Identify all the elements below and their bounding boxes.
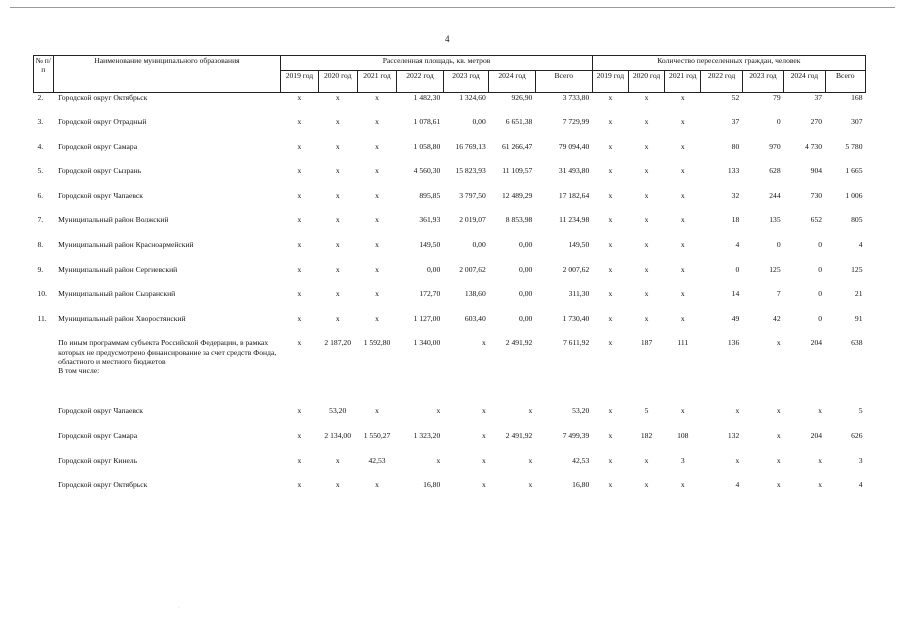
area-cell: x xyxy=(297,190,302,200)
area-cell: 1 340,00 xyxy=(413,338,441,348)
row-name: Городской округ Октябрьск xyxy=(58,480,148,490)
table-row xyxy=(34,456,866,481)
people-cell: x xyxy=(680,264,685,274)
header-area-year: 2020 год xyxy=(318,71,357,93)
people-cell: x xyxy=(644,313,649,323)
area-cell: 8 853,98 xyxy=(505,215,533,225)
area-cell: 926,90 xyxy=(511,93,533,102)
area-cell: x xyxy=(297,141,302,151)
people-cell: x xyxy=(608,166,613,176)
area-cell: 0,00 xyxy=(472,117,486,127)
people-cell: 111 xyxy=(677,338,689,348)
area-cell: x xyxy=(375,240,379,250)
people-cell: x xyxy=(680,190,685,200)
header-num: № п/п xyxy=(34,56,54,93)
people-cell: x xyxy=(608,264,613,274)
area-cell: x xyxy=(297,431,302,441)
people-cell: x xyxy=(608,313,613,323)
people-cell: x xyxy=(680,406,685,416)
people-cell: x xyxy=(644,190,649,200)
area-cell: 15 823,93 xyxy=(455,166,486,176)
header-area-year: 2022 год xyxy=(397,71,444,93)
people-cell: x xyxy=(680,240,685,250)
area-cell: x xyxy=(335,141,340,151)
table-row xyxy=(34,265,866,290)
people-cell: 182 xyxy=(640,431,653,441)
table-row xyxy=(34,431,866,456)
people-cell: x xyxy=(776,431,781,441)
people-cell: 204 xyxy=(810,431,823,441)
area-cell: 1 078,61 xyxy=(413,117,441,127)
header-area-year: 2021 год xyxy=(357,71,396,93)
people-cell: x xyxy=(608,406,613,416)
area-cell: x xyxy=(375,93,379,102)
people-cell: x xyxy=(680,289,685,299)
area-cell: 7 499,39 xyxy=(562,431,590,441)
area-cell: 31 493,80 xyxy=(558,166,590,176)
row-number: 11. xyxy=(37,313,47,323)
area-cell: 1 058,80 xyxy=(413,141,441,151)
row-name: Городской округ Чапаевск xyxy=(58,190,143,200)
area-cell: 79 094,40 xyxy=(558,141,590,151)
row-name: Муниципальный район Сергиевский xyxy=(58,264,178,274)
row-name: Городской округ Отрадный xyxy=(58,117,147,127)
table-row xyxy=(34,338,866,406)
area-cell: x xyxy=(297,480,302,490)
people-cell: 307 xyxy=(851,117,863,127)
people-cell: 0 xyxy=(776,117,781,127)
row-number: 5. xyxy=(37,166,44,176)
header-area-year: 2023 год xyxy=(443,71,489,93)
area-cell: 895,85 xyxy=(419,190,441,200)
row-name: Городской округ Самара xyxy=(58,141,138,151)
area-cell: x xyxy=(375,141,379,151)
area-cell: 149,50 xyxy=(419,240,441,250)
people-cell: x xyxy=(680,215,685,225)
table-row xyxy=(34,289,866,314)
people-cell: x xyxy=(644,141,649,151)
people-cell: 0 xyxy=(818,289,823,299)
area-cell: 7 611,92 xyxy=(562,338,590,348)
table-row xyxy=(34,240,866,265)
people-cell: x xyxy=(680,480,685,490)
area-cell: 138,60 xyxy=(464,289,486,299)
header-area-year: 2019 год xyxy=(281,71,318,93)
people-cell: 80 xyxy=(731,141,740,151)
table-row xyxy=(34,166,866,191)
people-cell: 4 730 xyxy=(804,141,823,151)
people-cell: x xyxy=(680,141,685,151)
area-cell: 7 729,99 xyxy=(562,117,590,127)
area-cell: 12 489,29 xyxy=(501,190,533,200)
people-cell: 52 xyxy=(731,93,740,102)
area-cell: x xyxy=(335,264,340,274)
table-row xyxy=(34,480,866,505)
area-cell: x xyxy=(436,406,441,416)
people-cell: 244 xyxy=(769,190,781,200)
area-cell: 61 266,47 xyxy=(501,141,533,151)
people-cell: 4 xyxy=(735,240,740,250)
people-cell: x xyxy=(680,117,685,127)
row-name: Муниципальный район Хворостянский xyxy=(58,313,186,323)
area-cell: 16,80 xyxy=(572,480,590,490)
people-cell: x xyxy=(818,480,823,490)
people-cell: 0 xyxy=(776,240,781,250)
row-number: 4. xyxy=(37,141,44,151)
people-cell: 21 xyxy=(854,289,863,299)
people-cell: 125 xyxy=(851,264,863,274)
area-cell: 16 769,13 xyxy=(455,141,486,151)
area-cell: x xyxy=(481,455,486,465)
area-cell: 1 323,20 xyxy=(413,431,441,441)
table-row xyxy=(34,142,866,167)
people-cell: 4 xyxy=(858,480,863,490)
header-people-year: 2019 год xyxy=(592,71,628,93)
area-cell: x xyxy=(297,240,302,250)
people-cell: x xyxy=(644,480,649,490)
people-cell: 5 xyxy=(858,406,863,416)
area-cell: x xyxy=(297,215,302,225)
people-cell: 4 xyxy=(735,480,740,490)
row-number: 8. xyxy=(37,240,44,250)
people-cell: 638 xyxy=(851,338,863,348)
area-cell: x xyxy=(297,289,302,299)
area-cell: 3 797,50 xyxy=(459,190,486,200)
people-cell: x xyxy=(608,240,613,250)
area-cell: 0,00 xyxy=(519,289,533,299)
people-cell: 626 xyxy=(851,431,863,441)
people-cell: 187 xyxy=(640,338,653,348)
header-people-year: 2022 год xyxy=(701,71,742,93)
area-cell: 2 491,92 xyxy=(505,338,533,348)
people-cell: 3 xyxy=(680,455,685,465)
people-cell: 0 xyxy=(818,313,823,323)
people-cell: 132 xyxy=(727,431,740,441)
area-cell: 1 592,80 xyxy=(363,338,391,348)
people-cell: x xyxy=(608,93,613,102)
header-area-total: Всего xyxy=(535,71,592,93)
people-cell: x xyxy=(776,480,781,490)
people-cell: x xyxy=(735,406,740,416)
people-cell: x xyxy=(735,455,740,465)
area-cell: x xyxy=(375,480,379,490)
area-cell: x xyxy=(297,313,302,323)
row-name: Муниципальный район Сызранский xyxy=(58,289,176,299)
people-cell: 32 xyxy=(731,190,740,200)
people-cell: 970 xyxy=(769,141,781,151)
people-cell: 7 xyxy=(776,289,781,299)
people-cell: 133 xyxy=(727,166,740,176)
row-number xyxy=(34,480,54,505)
area-cell: x xyxy=(297,455,302,465)
header-people-year: 2024 год xyxy=(784,71,825,93)
resettlement-table xyxy=(33,55,866,505)
people-cell: x xyxy=(608,338,613,348)
people-cell: x xyxy=(608,480,613,490)
people-cell: x xyxy=(608,190,613,200)
area-cell: x xyxy=(335,190,340,200)
people-cell: 0 xyxy=(735,264,740,274)
area-cell: 0,00 xyxy=(519,264,533,274)
people-cell: x xyxy=(608,141,613,151)
area-cell: 2 007,62 xyxy=(459,264,486,274)
scan-mark: · xyxy=(178,605,180,611)
area-cell: x xyxy=(297,406,302,416)
header-people-year: 2023 год xyxy=(742,71,783,93)
area-cell: 16,80 xyxy=(423,480,441,490)
table-row xyxy=(34,191,866,216)
people-cell: 204 xyxy=(810,338,823,348)
row-number: 10. xyxy=(37,289,47,299)
people-cell: 136 xyxy=(727,338,740,348)
area-cell: x xyxy=(528,480,533,490)
header-people-year: 2021 год xyxy=(665,71,701,93)
header-area-year: 2024 год xyxy=(489,71,536,93)
area-cell: x xyxy=(436,455,441,465)
area-cell: x xyxy=(375,215,379,225)
area-cell: x xyxy=(481,480,486,490)
area-cell: x xyxy=(375,406,379,416)
row-number: 3. xyxy=(37,117,44,127)
people-cell: 730 xyxy=(810,190,823,200)
table-row xyxy=(34,406,866,431)
people-cell: x xyxy=(776,406,781,416)
people-cell: x xyxy=(680,166,685,176)
row-number: 7. xyxy=(37,215,44,225)
page-number: 4 xyxy=(445,34,450,44)
table-row xyxy=(34,314,866,339)
header-area-group: Расселенная площадь, кв. метров xyxy=(281,56,592,71)
people-cell: 5 780 xyxy=(845,141,863,151)
area-cell: 6 651,38 xyxy=(505,117,533,127)
row-number: 2. xyxy=(37,93,44,102)
row-name: Городской округ Сызрань xyxy=(58,166,142,176)
area-cell: x xyxy=(297,338,302,348)
area-cell: 53,20 xyxy=(329,406,347,416)
header-people-total: Всего xyxy=(825,71,865,93)
area-cell: x xyxy=(375,166,379,176)
people-cell: 42 xyxy=(773,313,781,323)
people-cell: 904 xyxy=(810,166,823,176)
people-cell: 1 665 xyxy=(845,166,863,176)
area-cell: 603,40 xyxy=(464,313,486,323)
area-cell: x xyxy=(335,455,340,465)
area-cell: x xyxy=(297,166,302,176)
people-cell: x xyxy=(608,455,613,465)
area-cell: x xyxy=(297,93,302,102)
people-cell: 3 xyxy=(858,455,863,465)
area-cell: x xyxy=(481,338,486,348)
area-cell: 2 134,00 xyxy=(324,431,351,441)
area-cell: x xyxy=(335,166,340,176)
people-cell: 0 xyxy=(818,240,823,250)
row-number xyxy=(34,338,54,406)
row-number xyxy=(34,406,54,431)
table-row xyxy=(34,117,866,142)
people-cell: x xyxy=(644,455,649,465)
people-cell: x xyxy=(644,289,649,299)
area-cell: x xyxy=(335,93,340,102)
area-cell: 0,00 xyxy=(472,240,486,250)
people-cell: x xyxy=(644,166,649,176)
area-cell: x xyxy=(335,117,340,127)
people-cell: 49 xyxy=(731,313,740,323)
people-cell: 5 xyxy=(644,406,649,416)
people-cell: x xyxy=(608,289,613,299)
area-cell: 0,00 xyxy=(426,264,441,274)
people-cell: 79 xyxy=(773,93,781,102)
row-number: 6. xyxy=(37,190,44,200)
people-cell: 37 xyxy=(814,93,823,102)
row-name: Муниципальный район Волжский xyxy=(58,215,169,225)
people-cell: x xyxy=(644,264,649,274)
area-cell: x xyxy=(375,313,379,323)
row-name: Городской округ Октябрьск xyxy=(58,93,148,102)
people-cell: x xyxy=(680,313,685,323)
people-cell: x xyxy=(608,215,613,225)
area-cell: 0,00 xyxy=(519,240,533,250)
people-cell: 135 xyxy=(769,215,781,225)
people-cell: x xyxy=(608,431,613,441)
people-cell: x xyxy=(776,455,781,465)
row-number xyxy=(34,456,54,481)
area-cell: 4 560,30 xyxy=(413,166,441,176)
people-cell: x xyxy=(818,455,823,465)
people-cell: 18 xyxy=(731,215,740,225)
people-cell: x xyxy=(644,117,649,127)
row-name: Муниципальный район Красноармейский xyxy=(58,240,194,250)
people-cell: 108 xyxy=(677,431,689,441)
area-cell: 3 733,80 xyxy=(562,93,590,102)
area-cell: 53,20 xyxy=(572,406,590,416)
area-cell: x xyxy=(297,117,302,127)
table-row xyxy=(34,93,866,118)
area-cell: x xyxy=(528,406,533,416)
people-cell: 628 xyxy=(769,166,781,176)
row-name: Городской округ Кинель xyxy=(58,455,138,465)
area-cell: 1 324,60 xyxy=(459,93,486,102)
area-cell: 361,93 xyxy=(419,215,441,225)
area-cell: 11 109,57 xyxy=(502,166,533,176)
area-cell: 42,53 xyxy=(368,455,386,465)
area-cell: 311,30 xyxy=(568,289,590,299)
area-cell: x xyxy=(375,289,379,299)
area-cell: x xyxy=(335,240,340,250)
people-cell: 4 xyxy=(858,240,863,250)
area-cell: 1 482,30 xyxy=(413,93,441,102)
people-cell: 37 xyxy=(731,117,740,127)
area-cell: x xyxy=(375,117,379,127)
area-cell: 172,70 xyxy=(419,289,441,299)
area-cell: 1 730,40 xyxy=(562,313,590,323)
area-cell: 149,50 xyxy=(568,240,590,250)
area-cell: 1 127,00 xyxy=(413,313,441,323)
people-cell: x xyxy=(644,93,649,102)
people-cell: 270 xyxy=(810,117,823,127)
people-cell: x xyxy=(608,117,613,127)
area-cell: x xyxy=(481,431,486,441)
area-cell: 2 007,62 xyxy=(562,264,590,274)
people-cell: 91 xyxy=(854,313,863,323)
area-cell: 2 491,92 xyxy=(505,431,533,441)
people-cell: 1 006 xyxy=(845,190,863,200)
people-cell: 168 xyxy=(851,93,863,102)
area-cell: 0,00 xyxy=(519,313,533,323)
area-cell: 1 550,27 xyxy=(363,431,391,441)
row-name: Городской округ Самара xyxy=(58,431,138,441)
people-cell: 805 xyxy=(851,215,863,225)
header-people-group: Количество переселенных граждан, человек xyxy=(592,56,865,71)
people-cell: 14 xyxy=(731,289,740,299)
top-rule xyxy=(10,7,895,8)
people-cell: x xyxy=(818,406,823,416)
row-name: По иным программам субъекта Российской Федерации, в рамках которых не предусмотрено финансирование за счет средств Фонда, областного и местного бюджетов В том числе: xyxy=(58,338,277,375)
area-cell: 17 182,64 xyxy=(558,190,590,200)
people-cell: x xyxy=(644,240,649,250)
people-cell: 125 xyxy=(769,264,781,274)
header-name: Наименование муниципального образования xyxy=(53,56,281,93)
area-cell: 11 234,98 xyxy=(559,215,590,225)
area-cell: x xyxy=(481,406,486,416)
people-cell: 652 xyxy=(810,215,823,225)
row-number xyxy=(34,431,54,456)
area-cell: x xyxy=(375,264,379,274)
header-people-year: 2020 год xyxy=(628,71,664,93)
row-number: 9. xyxy=(37,264,44,274)
people-cell: x xyxy=(680,93,685,102)
area-cell: x xyxy=(335,215,340,225)
table-row xyxy=(34,215,866,240)
people-cell: x xyxy=(644,215,649,225)
area-cell: x xyxy=(297,264,302,274)
area-cell: x xyxy=(335,313,340,323)
area-cell: x xyxy=(335,289,340,299)
area-cell: 42,53 xyxy=(572,455,590,465)
row-name: Городской округ Чапаевск xyxy=(58,406,143,416)
area-cell: x xyxy=(375,190,379,200)
people-cell: 0 xyxy=(818,264,823,274)
area-cell: x xyxy=(528,455,533,465)
area-cell: 2 019,07 xyxy=(459,215,486,225)
people-cell: x xyxy=(776,338,781,348)
area-cell: x xyxy=(335,480,340,490)
area-cell: 2 187,20 xyxy=(324,338,351,348)
